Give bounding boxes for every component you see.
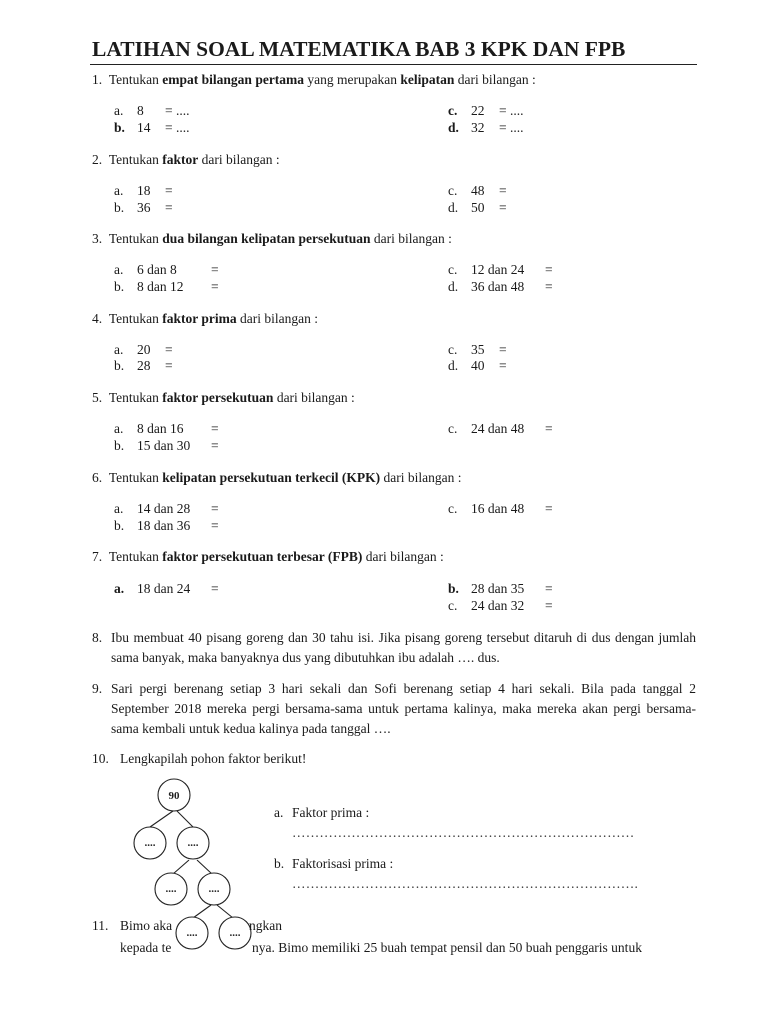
option-answer: = — [499, 342, 507, 357]
option-answer: = — [545, 421, 553, 436]
option-value: 50 — [471, 200, 485, 215]
option-value: 8 dan 16 — [137, 421, 184, 436]
option-label: a. — [114, 262, 124, 277]
question-number: 3. — [92, 231, 103, 246]
option-value: 12 dan 24 — [471, 262, 525, 277]
option-value: 16 dan 48 — [471, 501, 525, 516]
option-label: a. — [114, 342, 124, 357]
option-value: 48 — [471, 183, 485, 198]
question-6: 6. Tentukan kelipatan persekutuan terkecil (KPK) dari bilangan : — [92, 470, 462, 485]
answer-line-a: ………………………………………………………………… — [292, 825, 635, 840]
option-answer: = — [211, 421, 219, 436]
option-value: 28 — [137, 358, 151, 373]
question-number: 7. — [92, 549, 103, 564]
question-9-text: Sari pergi berenang setiap 3 hari sekali dan Sofi berenang setiap 4 hari sekali. Bila pada tanggal 2 September 2018 mereka pergi bersama-sama untuk pertama kalinya, maka mereka akan pergi bersama-sama kembali untuk kedua kalinya pada tanggal …. — [111, 681, 696, 736]
option-value: 18 — [137, 183, 151, 198]
option-label: a. — [114, 103, 124, 118]
answer-label-b: b. — [274, 856, 285, 871]
option-answer: = — [499, 200, 507, 215]
question-number: 5. — [92, 390, 103, 405]
option-value: 36 — [137, 200, 151, 215]
option-answer: = — [165, 200, 173, 215]
option-label: b. — [114, 438, 125, 453]
answer-label-a: a. — [274, 805, 284, 820]
question-3: 3. Tentukan dua bilangan kelipatan persekutuan dari bilangan : — [92, 231, 452, 246]
option-value: 8 dan 12 — [137, 279, 184, 294]
option-label: a. — [114, 581, 125, 596]
question-10-text: Lengkapilah pohon faktor berikut! — [120, 751, 307, 766]
option-answer: = — [545, 598, 553, 613]
option-answer: = — [211, 438, 219, 453]
answer-prompt-faktorisasi-prima: Faktorisasi prima : — [292, 856, 394, 871]
option-answer: = — [545, 581, 553, 596]
question-2: 2. Tentukan faktor dari bilangan : — [92, 152, 280, 167]
tree-edge — [197, 860, 212, 874]
tree-blank: .... — [229, 927, 241, 939]
option-label: a. — [114, 421, 124, 436]
tree-blank: .... — [165, 883, 177, 895]
question-11-line1-start: Bimo aka — [120, 918, 173, 933]
option-label: c. — [448, 421, 458, 436]
question-7: 7. Tentukan faktor persekutuan terbesar (FPB) dari bilangan : — [92, 549, 444, 564]
tree-blank: .... — [144, 837, 156, 849]
tree-blank: .... — [208, 883, 220, 895]
option-label: d. — [448, 279, 459, 294]
question-11-line2-end: nya. Bimo memiliki 25 buah tempat pensil dan 50 buah penggaris untuk — [252, 940, 642, 955]
question-number: 9. — [92, 681, 103, 696]
option-value: 20 — [137, 342, 151, 357]
page-title: LATIHAN SOAL MATEMATIKA BAB 3 KPK DAN FPB — [92, 37, 626, 61]
option-answer: = — [165, 358, 173, 373]
tree-edge — [193, 905, 211, 918]
option-label: b. — [114, 279, 125, 294]
option-answer: = — [211, 262, 219, 277]
question-4: 4. Tentukan faktor prima dari bilangan : — [92, 311, 319, 326]
option-label: a. — [114, 501, 124, 516]
option-answer: = — [545, 501, 553, 516]
option-label: d. — [448, 120, 459, 135]
question-number: 10. — [92, 751, 109, 766]
option-answer: = — [499, 183, 507, 198]
option-answer: = .... — [165, 120, 190, 135]
question-number: 4. — [92, 311, 103, 326]
answer-line-b: …………………………………………………………………. — [292, 876, 639, 891]
question-number: 1. — [92, 72, 103, 87]
option-value: 35 — [471, 342, 485, 357]
answer-prompt-faktor-prima: Faktor prima : — [292, 805, 370, 820]
option-value: 14 — [137, 120, 151, 135]
option-answer: = .... — [165, 103, 190, 118]
option-value: 24 dan 48 — [471, 421, 525, 436]
option-label: c. — [448, 262, 458, 277]
option-answer: = — [545, 279, 553, 294]
tree-node-root-label: 90 — [168, 790, 180, 802]
tree-edge — [217, 905, 233, 918]
option-label: a. — [114, 183, 124, 198]
tree-edge — [173, 860, 189, 874]
question-8-text: Ibu membuat 40 pisang goreng dan 30 tahu isi. Jika pisang goreng tersebut ditaruh di dus dengan jumlah sama banyak, maka banyaknya dus yang dibutuhkan ibu adalah …. dus. — [111, 630, 696, 665]
question-1: 1. Tentukan empat bilangan pertama yang merupakan kelipatan dari bilangan : — [92, 72, 536, 87]
option-answer: = — [211, 581, 219, 596]
option-answer: = — [211, 518, 219, 533]
option-label: b. — [114, 120, 125, 135]
tree-blank: .... — [187, 837, 199, 849]
option-label: c. — [448, 342, 458, 357]
option-value: 22 — [471, 103, 485, 118]
option-answer: = — [165, 183, 173, 198]
option-label: c. — [448, 598, 458, 613]
tree-edge — [150, 811, 173, 827]
option-value: 18 dan 36 — [137, 518, 191, 533]
question-number: 2. — [92, 152, 103, 167]
option-value: 36 dan 48 — [471, 279, 525, 294]
option-value: 24 dan 32 — [471, 598, 525, 613]
option-answer: = .... — [499, 120, 524, 135]
option-answer: = — [499, 358, 507, 373]
option-value: 40 — [471, 358, 485, 373]
option-answer: = — [545, 262, 553, 277]
option-label: b. — [114, 518, 125, 533]
option-label: c. — [448, 103, 458, 118]
option-answer: = .... — [499, 103, 524, 118]
question-number: 8. — [92, 630, 103, 645]
option-value: 32 — [471, 120, 485, 135]
option-label: c. — [448, 501, 458, 516]
option-value: 18 dan 24 — [137, 581, 191, 596]
option-label: b. — [448, 581, 459, 596]
question-number: 6. — [92, 470, 103, 485]
option-value: 14 dan 28 — [137, 501, 191, 516]
option-answer: = — [211, 279, 219, 294]
option-answer: = — [165, 342, 173, 357]
question-5: 5. Tentukan faktor persekutuan dari bilangan : — [92, 390, 355, 405]
option-label: b. — [114, 200, 125, 215]
option-value: 6 dan 8 — [137, 262, 177, 277]
tree-blank: .... — [186, 927, 198, 939]
option-label: c. — [448, 183, 458, 198]
option-label: d. — [448, 358, 459, 373]
option-value: 15 dan 30 — [137, 438, 191, 453]
question-number: 11. — [92, 918, 109, 933]
tree-edge — [177, 811, 193, 827]
option-answer: = — [211, 501, 219, 516]
option-label: b. — [114, 358, 125, 373]
option-label: d. — [448, 200, 459, 215]
question-11-line1-end: ngkan — [249, 918, 282, 933]
question-11-line2-start: kepada te — [120, 940, 172, 955]
option-value: 28 dan 35 — [471, 581, 525, 596]
option-value: 8 — [137, 103, 144, 118]
